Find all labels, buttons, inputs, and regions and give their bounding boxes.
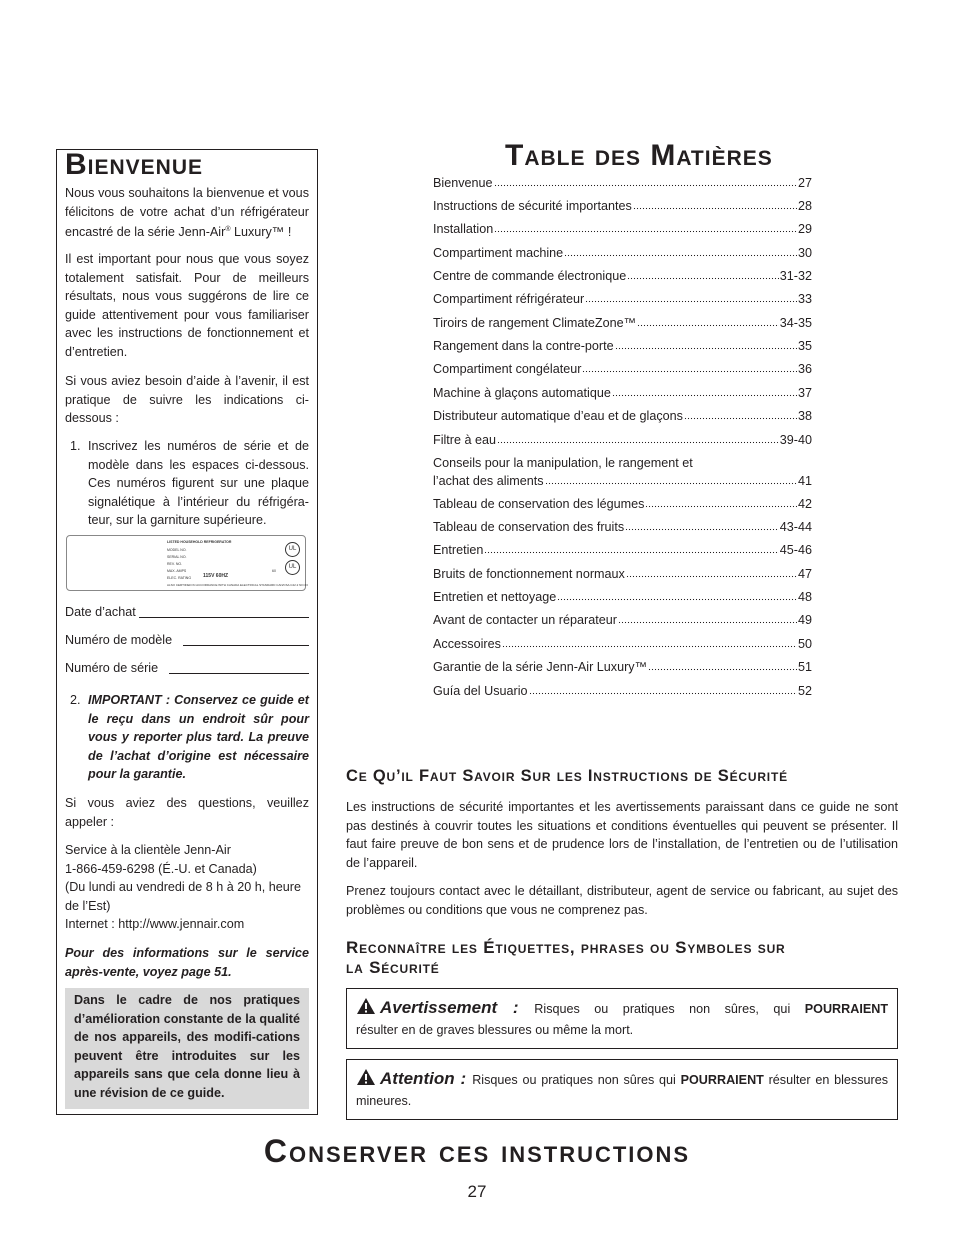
toc-entry-page: 39-40 (779, 433, 812, 447)
plate-line: MAX. AMPS (167, 569, 187, 573)
plate-line: MODEL NO. (167, 548, 187, 552)
toc-entry-label: Distributeur automatique d’eau et de glaçons (433, 409, 683, 423)
toc-entry-label: Garantie de la série Jenn-Air Luxury™ (433, 660, 648, 674)
plate-line: ALSO CERTIFIED IN ACCORDANCE WITH CANADA ELECTRICAL STANDARD CAN/CSA C22.2 NO.63 (167, 583, 308, 587)
warning-box (346, 988, 898, 1049)
ul-mark-icon: UL (285, 560, 300, 575)
plate-line: SERIAL NO. (167, 555, 187, 559)
plate-hz: 60 (272, 569, 276, 573)
toc-entry[interactable] (433, 407, 812, 425)
blank-line (169, 673, 309, 674)
toc-entry-page: 34-35 (779, 316, 812, 330)
toc-entry-label: Bruits de fonctionnement normaux (433, 567, 625, 581)
warning-word: Avertissement (380, 998, 498, 1017)
field-label: Numéro de modèle (65, 633, 173, 647)
plate-rating: 115V 60HZ (203, 573, 229, 579)
warning-line-2: résulter en de graves blessures ou même la mort. (356, 1022, 634, 1037)
toc-entry[interactable] (433, 244, 812, 262)
toc-entry-label-line-1: Conseils pour la manipulation, le rangement et (433, 456, 693, 470)
toc-entry-page: 42 (797, 497, 812, 511)
toc-entry-label: Compartiment machine (433, 246, 564, 260)
toc-entry-label: Rangement dans la contre-porte (433, 339, 614, 353)
ul-mark-icon: UL (285, 542, 300, 557)
safety-heading: Ce Qu’il Faut Savoir Sur les Instructions de Sécurité (346, 767, 788, 785)
toc-entry[interactable] (433, 658, 812, 676)
field-purchase-date (65, 603, 309, 621)
service-reference-note: Pour des informations sur le service après-vente, voyez page 51. (65, 946, 309, 979)
toc-entry-page: 52 (797, 684, 812, 698)
toc-entry-page: 30 (797, 246, 812, 260)
toc-entry-page: 35 (797, 339, 812, 353)
bienvenue-paragraph-1 (65, 184, 309, 242)
improvement-notice: Dans le cadre de nos pratiques d’amélioration constante de la qualité de nos appareils, des modifi-cations peuvent être introduites sur les appareils sans que cela donne lieu à une révision de ce guide. (65, 988, 309, 1109)
toc-entry[interactable] (433, 174, 812, 192)
toc-entry[interactable] (433, 454, 812, 490)
toc-leader-dots (625, 521, 779, 531)
registered-mark: ® (225, 226, 231, 234)
plate-line: LISTED HOUSEHOLD REFRIGERATOR (167, 540, 232, 544)
list-item-1: Inscrivez les numéros de série et de modèle dans les espaces ci-dessous. Ces numéros figurent sur une plaque signalétique à l’intérieur du réfrigéra-teur, sur la garniture supérieure. (88, 439, 309, 528)
toc-entry-label: Compartiment réfrigérateur (433, 292, 585, 306)
plate-line: REV. NO. (167, 562, 183, 566)
toc-leader-dots (494, 223, 797, 233)
toc-entry-page: 37 (797, 386, 812, 400)
toc-entry[interactable] (433, 220, 812, 238)
toc-entry-page: 48 (797, 590, 812, 604)
safety-paragraph-1: Les instructions de sécurité importantes et les avertissements paraissant dans ce guide ne sont pas destinés à couvrir toutes les situations et conditions éventuelles qui peuvent se présenter. Il faut faire preuve de bon sens et de prudence lors de l’installation, de l’entretien ou de l’utilisation de l’appareil. (346, 800, 898, 870)
toc-entry-label: Bienvenue (433, 176, 493, 190)
toc-entry-page: 50 (797, 637, 812, 651)
toc-entry-page: 36 (797, 362, 812, 376)
service-hours: (Du lundi au vendredi de 8 h à 20 h, heure de l’Est) (65, 880, 301, 913)
field-model-number (65, 631, 309, 649)
toc-entry-label: Compartiment congélateur (433, 362, 582, 376)
toc-entry[interactable] (433, 541, 812, 559)
toc-entry-label: Tableau de conservation des légumes (433, 497, 645, 511)
bienvenue-paragraph-4: Si vous aviez des questions, veuillez appeler : (65, 796, 309, 829)
service-website: Internet : http://www.jennair.com (65, 917, 245, 932)
blank-line (139, 617, 309, 618)
rating-plate-illustration (66, 535, 306, 591)
toc-leader-dots (484, 544, 778, 554)
bienvenue-paragraph-3: Si vous aviez besoin d’aide à l’avenir, il est pratique de suivre les indications ci-dessous : (65, 374, 309, 426)
p1-text-end: Luxury™ ! (230, 225, 292, 240)
toc-leader-dots (615, 340, 797, 350)
toc-leader-dots (545, 475, 797, 485)
customer-service-block (65, 841, 309, 934)
toc-entry-label: l’achat des aliments (433, 474, 544, 488)
toc-entry[interactable] (433, 611, 812, 629)
toc-entry[interactable] (433, 635, 812, 653)
toc-leader-dots (612, 387, 797, 397)
toc-entry-label: Accessoires (433, 637, 501, 651)
save-instructions-banner: Conserver ces instructions (263, 1133, 691, 1169)
toc-entry-label: Entretien (433, 543, 484, 557)
toc-entry-line-2 (433, 472, 812, 490)
field-label: Numéro de série (65, 661, 159, 675)
toc-entry-page: 41 (797, 474, 812, 488)
toc-entry-page: 29 (797, 222, 812, 236)
bienvenue-paragraph-2: Il est important pour nous que vous soyez totalement satisfait. Pour de meilleurs résultats, nous vous suggérons de lire ce guide attentivement pour vous familiariser avec les instructions de fonctionnement et d’entretien. (65, 252, 309, 359)
toc-entry[interactable] (433, 337, 812, 355)
caution-strong: POURRAIENT (680, 1073, 764, 1087)
service-phone: 1-866-459-6298 (É.-U. et Canada) (65, 861, 257, 876)
toc-entry-label: Entretien et nettoyage (433, 590, 557, 604)
toc-leader-dots (494, 177, 797, 187)
toc-entry[interactable] (433, 267, 812, 285)
toc-entry-label: Centre de commande électronique (433, 269, 627, 283)
caution-text: Risques ou pratiques non sûres qui (472, 1073, 681, 1087)
toc-leader-dots (633, 200, 797, 210)
warning-text: Risques ou pratiques non sûres, qui (534, 1002, 805, 1016)
toc-entry[interactable] (433, 565, 812, 583)
toc-title: Table des Matières (505, 139, 773, 172)
list-item-2: IMPORTANT : Conservez ce guide et le reçu dans un endroit sûr pour vous y reporter plus tard. La preuve de l’achat d’origine est nécessaire pour la garantie. (88, 693, 309, 782)
caution-word: Attention (380, 1069, 455, 1088)
field-serial-number (65, 659, 309, 677)
toc-entry-page: 45-46 (779, 543, 812, 557)
caution-colon: : (454, 1069, 473, 1088)
field-label: Date d’achat (65, 605, 136, 619)
toc-entry-label: Tiroirs de rangement ClimateZone™ (433, 316, 637, 330)
toc-leader-dots (557, 591, 797, 601)
toc-entry-label: Machine à glaçons automatique (433, 386, 611, 400)
toc-entry-page: 49 (797, 613, 812, 627)
toc-entry-label: Avant de contacter un réparateur (433, 613, 617, 627)
toc-entry[interactable] (433, 314, 812, 332)
toc-entry-label: Guía del Usuario (433, 684, 528, 698)
toc-entry-page: 51 (797, 660, 812, 674)
list-number-1: 1. (70, 439, 81, 453)
toc-leader-dots (645, 498, 797, 508)
toc-entry[interactable] (433, 290, 812, 308)
caution-text-end: résulter en blessures mineures. (356, 1073, 888, 1108)
toc-leader-dots (618, 614, 797, 624)
toc-leader-dots (626, 568, 797, 578)
toc-entry-page: 38 (797, 409, 812, 423)
toc-entry[interactable] (433, 588, 812, 606)
toc-entry-page: 28 (797, 199, 812, 213)
warning-colon: : (497, 998, 535, 1017)
symbols-heading-line-1: Reconnaître les Étiquettes, phrases ou Symboles sur (346, 938, 786, 957)
toc-entry-page: 43-44 (779, 520, 812, 534)
toc-entry[interactable] (433, 682, 812, 700)
bienvenue-title: Bienvenue (65, 148, 204, 181)
toc-entry[interactable] (433, 360, 812, 378)
toc-entry-label: Filtre à eau (433, 433, 496, 447)
symbols-heading-line-2: la Sécurité (346, 958, 440, 977)
list-number-2: 2. (70, 693, 81, 707)
toc-entry[interactable] (433, 495, 812, 513)
toc-entry-page: 47 (797, 567, 812, 581)
toc-entry[interactable] (433, 197, 812, 215)
toc-leader-dots (497, 434, 779, 444)
toc-leader-dots (582, 363, 797, 373)
caution-box (346, 1059, 898, 1120)
plate-line: ELEC. RATING (167, 576, 192, 580)
toc-entry-label: Installation (433, 222, 494, 236)
p1-text: Nous vous souhaitons la bienvenue et vous félicitons de votre achat d’un réfrigérateur encastré de la série Jenn-Air (65, 186, 309, 240)
blank-line (183, 645, 309, 646)
toc-entry-page: 27 (797, 176, 812, 190)
service-name: Service à la clientèle Jenn-Air (65, 843, 231, 857)
toc-entry-page: 33 (797, 292, 812, 306)
toc-leader-dots (529, 685, 797, 695)
toc-entry[interactable] (433, 384, 812, 402)
page-number: 27 (467, 1182, 487, 1201)
warning-line-1 (356, 997, 888, 1021)
toc-entry-page: 31-32 (779, 269, 812, 283)
warning-strong: POURRAIENT (804, 1002, 889, 1016)
warning-triangle-icon (356, 997, 376, 1021)
toc-leader-dots (585, 293, 797, 303)
symbols-heading (346, 938, 786, 978)
toc-entry[interactable] (433, 431, 812, 449)
safety-paragraph-2: Prenez toujours contact avec le détaillant, distributeur, agent de service ou fabricant, au sujet des problèmes ou conditions que vous ne comprenez pas. (346, 884, 898, 917)
toc-leader-dots (564, 247, 797, 257)
toc-leader-dots (684, 410, 797, 420)
toc-leader-dots (502, 638, 797, 648)
warning-triangle-icon (356, 1068, 376, 1092)
toc-entry-label: Tableau de conservation des fruits (433, 520, 625, 534)
toc-leader-dots (648, 661, 797, 671)
caution-line-1 (356, 1068, 888, 1110)
toc-entry[interactable] (433, 518, 812, 536)
toc-leader-dots (627, 270, 779, 280)
toc-leader-dots (637, 317, 779, 327)
toc-entry-label: Instructions de sécurité importantes (433, 199, 632, 213)
